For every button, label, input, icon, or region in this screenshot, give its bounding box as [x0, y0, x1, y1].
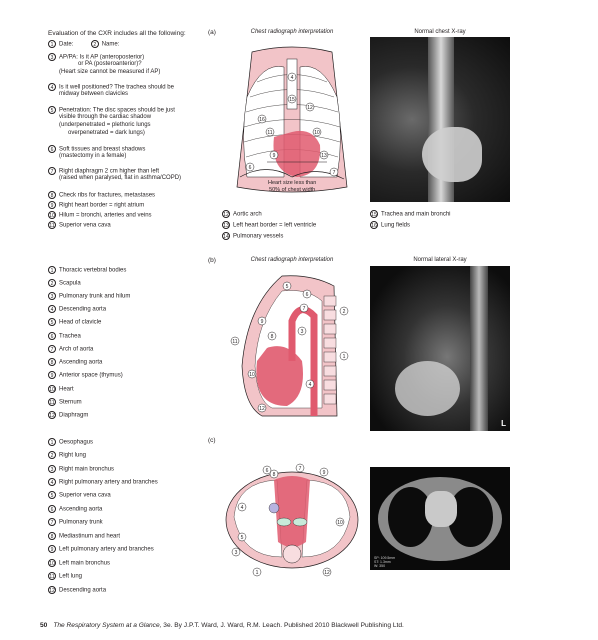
svg-text:6: 6 — [248, 165, 252, 171]
ct-cross-section-diagram — [222, 462, 362, 577]
checklist-line: (Heart size cannot be measured if AP) — [59, 69, 161, 75]
ct-mediastinum — [274, 476, 310, 547]
svg-text:13: 13 — [321, 153, 327, 159]
svg-text:11: 11 — [232, 339, 238, 345]
lateral-xray-spine — [470, 266, 488, 431]
normal-lateral-xray-image — [370, 266, 510, 431]
legend-c-item: 11 Left lung — [49, 573, 83, 580]
svg-text:10: 10 — [314, 130, 320, 136]
legend-b-item: 12 Diaphragm — [49, 412, 89, 419]
legend-b-item: 2 Scapula — [48, 279, 81, 288]
legend-b-item: 7 Arch of aorta — [48, 345, 93, 354]
svg-text:12: 12 — [324, 570, 330, 576]
legend-c-item: 6 Ascending aorta — [48, 505, 102, 514]
svg-text:9: 9 — [322, 470, 326, 476]
svg-text:3: 3 — [234, 550, 238, 556]
svg-text:12: 12 — [259, 406, 265, 412]
number-badge: 1 — [48, 40, 56, 48]
checklist-item-diaphragm: 7 Right diaphragm 2 cm higher than left — [48, 167, 159, 176]
legend-a-item: 16 Lung fields — [371, 222, 411, 229]
checklist-item-penetration: 5 Penetration: The disc spaces should be just — [48, 106, 175, 115]
legend-c-item: 8 Mediastinum and heart — [48, 532, 120, 541]
svg-text:8: 8 — [272, 472, 276, 478]
legend-a-item: 14 Pulmonary vessels — [223, 233, 284, 240]
book-title: The Respiratory System at a Glance, — [53, 622, 162, 629]
svg-text:16: 16 — [259, 117, 265, 123]
svg-text:5: 5 — [240, 535, 244, 541]
page-number: 50 — [40, 622, 48, 629]
svg-text:4: 4 — [308, 382, 312, 388]
section-a-diagram-title: Chest radiograph interpretation — [250, 29, 334, 35]
checklist-line: (raised when paralysed, flat in asthma/COPD) — [59, 175, 182, 181]
checklist-item-date: 1 Date: 2 Name: — [48, 40, 119, 49]
legend-a-item: 15 Trachea and main bronchi — [371, 211, 451, 218]
chest-radiograph-diagram — [222, 37, 362, 202]
checklist-item-positioning: 4 Is it well positioned? The trachea should be — [48, 83, 174, 92]
legend-c-item: 2 Right lung — [48, 451, 86, 460]
ct-overlay-text: SP: 109.5mm ST: 1.3mm W: 350 — [374, 556, 396, 568]
checklist-item-ap-pa: 3 AP/PA: Is it AP (anteroposterior) — [48, 53, 144, 62]
svg-text:15: 15 — [289, 97, 295, 103]
section-a-label: (a) — [208, 29, 216, 36]
svg-text:1: 1 — [255, 570, 259, 576]
checklist-item-ribs: 8 Check ribs for fractures, metastases — [48, 191, 155, 200]
checklist-heading: Evaluation of the CXR includes all the following: — [48, 30, 186, 37]
legend-a-item: 12 Aortic arch — [223, 211, 262, 218]
svg-text:12: 12 — [307, 105, 313, 111]
svg-text:7: 7 — [302, 306, 306, 312]
legend-c-item: 12 Descending aorta — [49, 587, 107, 594]
legend-c-item: 7 Pulmonary trunk — [48, 518, 103, 527]
ct-svc — [269, 503, 279, 513]
checklist-line: overpenetrated = dark lungs) — [68, 130, 145, 136]
checklist-line: or PA (posteroanterior)? — [78, 61, 142, 67]
svg-text:6: 6 — [305, 292, 309, 298]
checklist-line: visible through the cardiac shadow — [59, 114, 152, 120]
checklist-item-right-heart-border: 9 Right heart border = right atrium — [48, 201, 144, 210]
legend-a-item: 13 Left heart border = left ventricle — [223, 222, 317, 229]
page-footer — [40, 622, 404, 629]
checklist-item-svc: 11 Superior vena cava — [49, 222, 111, 229]
ct-scan-mediastinum — [425, 491, 457, 527]
lateral-xray-marker: L — [501, 419, 506, 428]
section-c-label: (c) — [208, 437, 216, 444]
ct-scan-image — [370, 467, 510, 570]
svg-text:5: 5 — [285, 284, 289, 290]
legend-b-item: 5 Head of clavicle — [48, 318, 101, 327]
legend-b-item: 4 Descending aorta — [48, 305, 106, 314]
svg-text:4: 4 — [240, 505, 244, 511]
ct-bronchi-left — [277, 518, 291, 526]
svg-text:4: 4 — [290, 75, 294, 81]
legend-b-item: 11 Sternum — [49, 399, 82, 406]
section-b-label: (b) — [208, 257, 216, 264]
section-b-xray-title: Normal lateral X-ray — [413, 257, 467, 263]
number-badge: 2 — [91, 40, 99, 48]
lateral-xray-heart — [395, 361, 460, 416]
svg-text:10: 10 — [249, 372, 255, 378]
section-a-xray-title: Normal chest X-ray — [414, 29, 466, 35]
svg-text:9: 9 — [260, 319, 264, 325]
svg-text:3: 3 — [300, 329, 304, 335]
section-b-diagram-title: Chest radiograph interpretation — [250, 257, 334, 263]
svg-text:8: 8 — [270, 334, 274, 340]
svg-text:11: 11 — [267, 130, 273, 136]
svg-text:7: 7 — [332, 170, 336, 176]
svg-text:6: 6 — [265, 468, 269, 474]
legend-b-item: 10 Heart — [49, 386, 74, 393]
checklist-line: midway between clavicles — [59, 91, 129, 97]
ct-vertebra — [283, 545, 301, 563]
svg-text:7: 7 — [298, 466, 302, 472]
svg-text:10: 10 — [337, 520, 343, 526]
legend-b-item: 3 Pulmonary trunk and hilum — [48, 292, 130, 301]
legend-c-item: 5 Superior vena cava — [48, 491, 111, 500]
checklist-item-hilum: 10 Hilum = bronchi, arteries and veins — [49, 212, 152, 219]
checklist-line: (underpenetrated = plethoric lungs — [59, 122, 151, 128]
svg-text:1: 1 — [342, 354, 346, 360]
normal-chest-xray-image — [370, 37, 510, 202]
ct-bronchi-right — [293, 518, 307, 526]
legend-c-item: 9 Left pulmonary artery and branches — [48, 545, 154, 554]
legend-b-item: 9 Anterior space (thymus) — [48, 371, 123, 380]
lateral-chest-diagram — [222, 266, 362, 431]
svg-text:2: 2 — [342, 309, 346, 315]
xray-heart — [422, 127, 482, 182]
legend-b-item: 6 Trachea — [48, 332, 81, 341]
legend-c-item: 1 Oesophagus — [48, 438, 93, 447]
legend-c-item: 10 Left main bronchus — [49, 560, 111, 567]
legend-b-item: 8 Ascending aorta — [48, 358, 102, 367]
heart-size-annotation: Heart size less than 50% of chest width — [268, 180, 317, 193]
legend-c-item: 4 Right pulmonary artery and branches — [48, 478, 158, 487]
book-citation: 3e. By J.P.T. Ward, J. Ward, R.M. Leach. Published 2010 Blackwell Publishing Ltd. — [161, 622, 404, 629]
svg-text:9: 9 — [272, 153, 276, 159]
checklist-item-soft-tissues: 6 Soft tissues and breast shadows — [48, 145, 145, 154]
legend-c-item: 3 Right main bronchus — [48, 465, 114, 474]
legend-b-item: 1 Thoracic vertebral bodies — [48, 266, 126, 275]
checklist-line: (mastectomy in a female) — [59, 153, 127, 159]
